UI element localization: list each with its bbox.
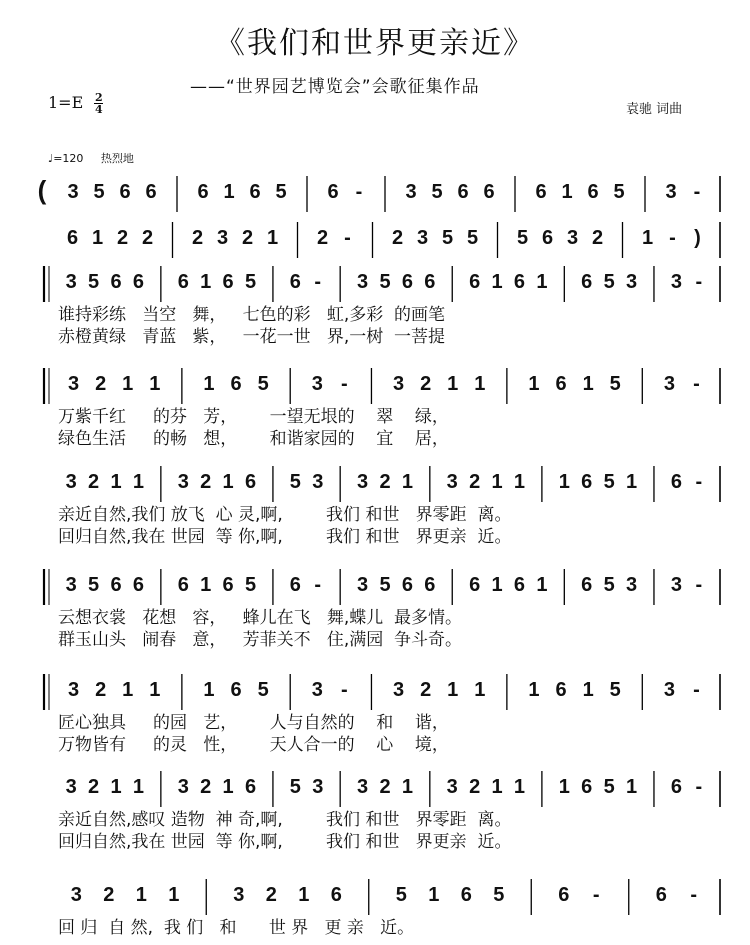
note-digit: 1 bbox=[91, 227, 104, 249]
note-digit: 3 bbox=[65, 271, 77, 293]
note-dash: - bbox=[695, 471, 703, 493]
lyric-line: 亲近自然,我们 放飞 心 灵,啊, 我们 和世 界零距 离。 bbox=[58, 505, 512, 525]
lyric-line: 谁持彩练 当空 舞， 七色的彩 虹,多彩 的画笔 bbox=[58, 305, 446, 325]
note-dash: - bbox=[693, 679, 700, 701]
note-digit: 3 bbox=[392, 679, 405, 701]
note-dash: - bbox=[695, 271, 703, 293]
note-digit: 5 bbox=[603, 271, 615, 293]
note-digit: 1 bbox=[641, 227, 654, 249]
note-digit: 2 bbox=[200, 776, 212, 798]
lyric-line: 亲近自然,感叹 造物 神 奇,啊, 我们 和世 界零距 离。 bbox=[58, 810, 512, 830]
note-digit: 5 bbox=[244, 574, 257, 596]
note-digit: 6 bbox=[469, 271, 481, 293]
note-digit: 1 bbox=[132, 776, 144, 798]
note-digit: 1 bbox=[491, 471, 503, 493]
note-digit: 1 bbox=[200, 574, 212, 596]
note-digit: 3 bbox=[446, 471, 458, 493]
note-digit: 6 bbox=[581, 271, 593, 293]
note-digit: 1 bbox=[528, 679, 540, 701]
note-digit: 3 bbox=[233, 884, 245, 906]
note-digit: 6 bbox=[249, 181, 261, 203]
note-dash: - bbox=[669, 227, 676, 249]
note-digit: 2 bbox=[591, 227, 604, 249]
note-digit: 6 bbox=[330, 884, 342, 906]
note-digit: 6 bbox=[244, 471, 257, 493]
note-digit: 3 bbox=[65, 574, 77, 596]
note-digit: 6 bbox=[460, 884, 472, 906]
note-digit: 1 bbox=[491, 574, 503, 596]
note-digit: 2 bbox=[420, 679, 432, 701]
note-digit: 1 bbox=[625, 471, 638, 493]
note-digit: 1 bbox=[447, 679, 459, 701]
note-digit: 2 bbox=[391, 227, 404, 249]
note-digit: 3 bbox=[663, 679, 675, 701]
note-digit: 6 bbox=[222, 574, 234, 596]
note-digit: 6 bbox=[555, 373, 567, 395]
author-credit: 袁驰 词曲 bbox=[626, 102, 683, 117]
tempo-mood: 热烈地 bbox=[100, 152, 134, 165]
lyric-line: 群玉山头 闹春 意， 芳菲关不 住,满园 争斗奇。 bbox=[58, 630, 463, 650]
note-digit: 3 bbox=[177, 471, 189, 493]
note-dash: - bbox=[341, 373, 348, 395]
note-digit: 1 bbox=[474, 679, 486, 701]
note-dash: - bbox=[344, 227, 351, 249]
note-digit: 6 bbox=[230, 679, 242, 701]
lyric-line: 回归自然,我在 世园 等 你,啊, 我们 和世 界更亲 近。 bbox=[58, 832, 512, 852]
note-digit: 5 bbox=[289, 776, 301, 798]
lyric-line: 匠心独具 的园 艺， 人与自然的 和 谐， bbox=[58, 713, 449, 733]
note-dash: - bbox=[695, 574, 703, 596]
note-digit: 6 bbox=[222, 271, 234, 293]
note-digit: 2 bbox=[379, 776, 391, 798]
note-digit: 6 bbox=[110, 271, 122, 293]
note-digit: 2 bbox=[88, 471, 100, 493]
note-digit: 3 bbox=[216, 227, 229, 249]
note-digit: 5 bbox=[257, 373, 269, 395]
note-digit: 6 bbox=[513, 574, 526, 596]
note-digit: 6 bbox=[401, 574, 413, 596]
note-digit: 6 bbox=[145, 181, 157, 203]
note-digit: 5 bbox=[88, 271, 100, 293]
note-digit: 3 bbox=[416, 227, 429, 249]
note-digit: 3 bbox=[65, 776, 77, 798]
note-digit: 5 bbox=[244, 271, 257, 293]
lyric-line: 万物皆有 的灵 性， 天人合一的 心 境， bbox=[58, 735, 449, 755]
note-digit: 2 bbox=[316, 227, 329, 249]
note-digit: 3 bbox=[625, 574, 638, 596]
note-digit: 6 bbox=[66, 227, 79, 249]
note-digit: 1 bbox=[122, 373, 134, 395]
note-digit: 5 bbox=[379, 574, 391, 596]
note-digit: 2 bbox=[241, 227, 254, 249]
note-digit: 6 bbox=[424, 271, 436, 293]
note-digit: 5 bbox=[441, 227, 454, 249]
lyric-line: 回 归 自 然, 我 们 和 世 界 更 亲 近。 bbox=[58, 918, 415, 938]
note-digit: 6 bbox=[197, 181, 209, 203]
note-digit: 1 bbox=[558, 471, 570, 493]
note-digit: 3 bbox=[311, 373, 323, 395]
note-digit: 2 bbox=[265, 884, 277, 906]
note-digit: 3 bbox=[65, 471, 77, 493]
note-digit: 5 bbox=[613, 181, 625, 203]
note-digit: 5 bbox=[493, 884, 505, 906]
note-digit: 6 bbox=[581, 471, 593, 493]
note-dash: - bbox=[314, 271, 322, 293]
note-digit: 3 bbox=[663, 373, 675, 395]
note-digit: 3 bbox=[446, 776, 458, 798]
note-digit: 6 bbox=[289, 271, 301, 293]
note-digit: 2 bbox=[103, 884, 115, 906]
note-digit: 6 bbox=[110, 574, 122, 596]
note-dash: - bbox=[592, 884, 600, 906]
note-digit: 2 bbox=[141, 227, 154, 249]
note-digit: 1 bbox=[298, 884, 310, 906]
note-digit: 1 bbox=[401, 776, 413, 798]
note-digit: 1 bbox=[428, 884, 440, 906]
note-digit: 6 bbox=[327, 181, 339, 203]
note-dash: - bbox=[690, 884, 698, 906]
note-digit: 1 bbox=[558, 776, 570, 798]
note-digit: 3 bbox=[625, 271, 638, 293]
note-digit: 5 bbox=[379, 271, 391, 293]
note-digit: 1 bbox=[536, 271, 548, 293]
note-digit: 3 bbox=[67, 373, 80, 395]
note-digit: 5 bbox=[395, 884, 407, 906]
note-digit: 6 bbox=[483, 181, 495, 203]
note-digit: 1 bbox=[474, 373, 486, 395]
note-digit: 6 bbox=[587, 181, 599, 203]
note-digit: 6 bbox=[401, 271, 413, 293]
note-digit: 6 bbox=[558, 884, 570, 906]
note-dash: - bbox=[355, 181, 363, 203]
note-digit: 2 bbox=[469, 776, 481, 798]
note-digit: 1 bbox=[203, 373, 215, 395]
song-title: 《我们和世界更亲近》 bbox=[215, 26, 535, 61]
lyric-line: 回归自然,我在 世园 等 你,啊, 我们 和世 界更亲 近。 bbox=[58, 527, 512, 547]
note-digit: 1 bbox=[122, 679, 134, 701]
note-digit: 3 bbox=[670, 271, 682, 293]
repeat-open: ( bbox=[37, 175, 47, 205]
note-digit: 3 bbox=[312, 471, 324, 493]
note-digit: 3 bbox=[392, 373, 405, 395]
note-digit: 1 bbox=[168, 884, 180, 906]
note-digit: 6 bbox=[555, 679, 567, 701]
note-digit: 5 bbox=[609, 373, 621, 395]
note-digit: 6 bbox=[177, 271, 189, 293]
note-dash: - bbox=[693, 373, 700, 395]
note-digit: 1 bbox=[401, 471, 413, 493]
note-digit: 3 bbox=[312, 776, 324, 798]
note-digit: 3 bbox=[405, 181, 417, 203]
note-digit: 6 bbox=[119, 181, 131, 203]
note-digit: 2 bbox=[88, 776, 100, 798]
note-digit: 6 bbox=[469, 574, 481, 596]
note-dash: - bbox=[314, 574, 322, 596]
note-digit: 2 bbox=[95, 679, 107, 701]
note-digit: 1 bbox=[110, 471, 122, 493]
note-digit: 1 bbox=[513, 471, 526, 493]
note-digit: 5 bbox=[431, 181, 443, 203]
note-digit: 5 bbox=[466, 227, 479, 249]
note-digit: 1 bbox=[222, 776, 234, 798]
note-digit: 1 bbox=[223, 181, 235, 203]
repeat-close: ) bbox=[694, 227, 701, 249]
note-digit: 3 bbox=[311, 679, 323, 701]
note-digit: 3 bbox=[357, 574, 369, 596]
note-digit: 5 bbox=[93, 181, 105, 203]
note-digit: 3 bbox=[357, 776, 369, 798]
note-digit: 6 bbox=[230, 373, 242, 395]
note-digit: 1 bbox=[149, 373, 161, 395]
note-digit: 6 bbox=[289, 574, 301, 596]
note-digit: 2 bbox=[379, 471, 391, 493]
note-digit: 5 bbox=[289, 471, 301, 493]
key-label: 1=E bbox=[48, 93, 84, 112]
note-digit: 5 bbox=[516, 227, 529, 249]
note-digit: 5 bbox=[275, 181, 287, 203]
note-digit: 6 bbox=[244, 776, 257, 798]
note-dash: - bbox=[693, 181, 701, 203]
note-digit: 3 bbox=[357, 271, 369, 293]
note-digit: 1 bbox=[149, 679, 161, 701]
note-digit: 6 bbox=[581, 776, 593, 798]
note-digit: 3 bbox=[70, 884, 82, 906]
note-digit: 1 bbox=[582, 373, 594, 395]
note-digit: 6 bbox=[670, 776, 682, 798]
note-digit: 1 bbox=[513, 776, 526, 798]
note-digit: 1 bbox=[266, 227, 279, 249]
note-digit: 1 bbox=[132, 471, 144, 493]
note-digit: 3 bbox=[670, 574, 682, 596]
note-digit: 3 bbox=[177, 776, 189, 798]
note-digit: 6 bbox=[457, 181, 469, 203]
note-digit: 2 bbox=[191, 227, 204, 249]
note-digit: 5 bbox=[603, 471, 615, 493]
lyric-line: 万紫千红 的芬 芳， 一望无垠的 翠 绿， bbox=[58, 407, 449, 427]
note-digit: 1 bbox=[491, 271, 503, 293]
note-digit: 6 bbox=[535, 181, 547, 203]
note-digit: 1 bbox=[222, 471, 234, 493]
lyric-line: 绿色生活 的畅 想， 和谐家园的 宜 居， bbox=[58, 429, 449, 449]
note-dash: - bbox=[341, 679, 348, 701]
lyric-line: 赤橙黄绿 青蓝 紫， 一花一世 界,一树 一菩提 bbox=[58, 327, 446, 347]
note-digit: 6 bbox=[177, 574, 189, 596]
note-digit: 5 bbox=[88, 574, 100, 596]
note-digit: 5 bbox=[609, 679, 621, 701]
note-digit: 3 bbox=[665, 181, 677, 203]
note-digit: 2 bbox=[95, 373, 107, 395]
note-digit: 1 bbox=[110, 776, 122, 798]
note-digit: 1 bbox=[625, 776, 638, 798]
note-digit: 1 bbox=[447, 373, 459, 395]
note-digit: 1 bbox=[528, 373, 540, 395]
note-digit: 2 bbox=[200, 471, 212, 493]
note-digit: 2 bbox=[469, 471, 481, 493]
note-digit: 6 bbox=[513, 271, 526, 293]
song-subtitle: ——“世界园艺博览会”会歌征集作品 bbox=[190, 77, 480, 97]
note-digit: 6 bbox=[132, 271, 144, 293]
note-digit: 2 bbox=[420, 373, 432, 395]
note-digit: 1 bbox=[582, 679, 594, 701]
note-digit: 6 bbox=[541, 227, 554, 249]
note-digit: 1 bbox=[536, 574, 548, 596]
note-digit: 1 bbox=[203, 679, 215, 701]
note-digit: 3 bbox=[67, 679, 80, 701]
note-digit: 3 bbox=[67, 181, 79, 203]
time-sig-bottom: 4 bbox=[95, 103, 103, 116]
tempo-bpm: ♩=120 bbox=[48, 152, 84, 165]
note-digit: 1 bbox=[135, 884, 147, 906]
lyric-line: 云想衣裳 花想 容， 蜂儿在飞 舞,蝶儿 最多情。 bbox=[58, 608, 463, 628]
note-digit: 3 bbox=[566, 227, 579, 249]
note-digit: 1 bbox=[200, 271, 212, 293]
note-digit: 3 bbox=[357, 471, 369, 493]
note-digit: 1 bbox=[561, 181, 573, 203]
note-digit: 6 bbox=[424, 574, 436, 596]
time-sig-top: 2 bbox=[95, 91, 103, 104]
note-digit: 6 bbox=[132, 574, 144, 596]
note-digit: 5 bbox=[603, 574, 615, 596]
note-digit: 1 bbox=[491, 776, 503, 798]
note-digit: 6 bbox=[655, 884, 667, 906]
note-digit: 5 bbox=[603, 776, 615, 798]
note-digit: 2 bbox=[116, 227, 129, 249]
note-digit: 6 bbox=[670, 471, 682, 493]
note-digit: 5 bbox=[257, 679, 269, 701]
note-digit: 6 bbox=[581, 574, 593, 596]
note-dash: - bbox=[695, 776, 703, 798]
